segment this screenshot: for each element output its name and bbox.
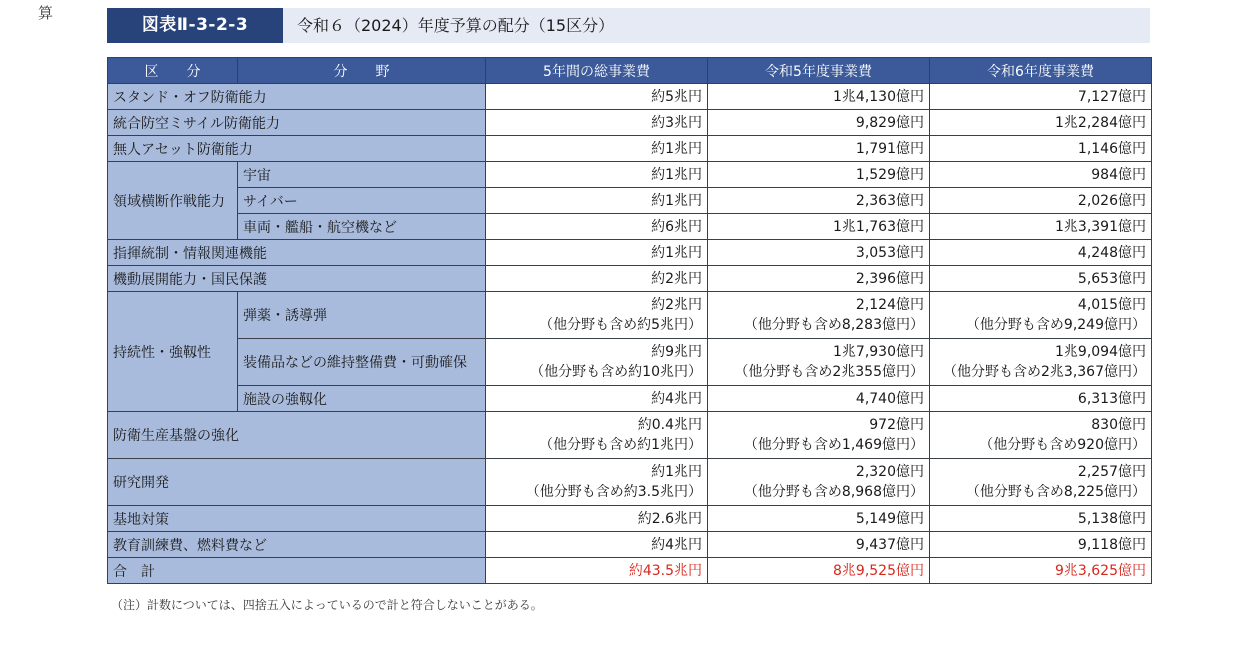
value-cell bbox=[486, 110, 708, 136]
table-row bbox=[108, 162, 1152, 188]
figure-number-badge: 図表Ⅱ-3-2-3 bbox=[107, 8, 283, 43]
value-amount: 5,653億円 bbox=[1077, 270, 1146, 287]
value-amount: 4,740億円 bbox=[855, 390, 924, 407]
value-cell bbox=[930, 84, 1152, 110]
value-amount: 1兆7,930億円 bbox=[833, 344, 924, 360]
value-amount: 約2兆円 bbox=[651, 270, 702, 287]
value-cell bbox=[486, 558, 708, 584]
table-row bbox=[108, 84, 1152, 110]
category-cell: 無人アセット防衛能力 bbox=[108, 136, 486, 162]
value-note: （他分野も含め2兆355億円） bbox=[734, 364, 924, 380]
value-cell bbox=[708, 459, 930, 506]
value-cell bbox=[708, 506, 930, 532]
figure-title-bar bbox=[107, 8, 1150, 43]
value-amount: 4,015億円 bbox=[1077, 297, 1146, 313]
value-cell bbox=[930, 292, 1152, 339]
category-cell: 教育訓練費、燃料費など bbox=[108, 532, 486, 558]
value-cell bbox=[486, 162, 708, 188]
side-label: 算 bbox=[38, 4, 54, 22]
value-cell bbox=[486, 506, 708, 532]
value-cell bbox=[708, 266, 930, 292]
table-row bbox=[108, 110, 1152, 136]
value-note: （他分野も含め2兆3,367億円） bbox=[943, 364, 1146, 380]
value-cell bbox=[708, 84, 930, 110]
subcategory-cell: 車両・艦船・航空機など bbox=[238, 214, 486, 240]
value-amount: 1兆2,284億円 bbox=[1055, 114, 1146, 131]
value-amount: 4,248億円 bbox=[1077, 244, 1146, 261]
category-cell: 統合防空ミサイル防衛能力 bbox=[108, 110, 486, 136]
value-cell bbox=[708, 214, 930, 240]
value-amount: 約6兆円 bbox=[651, 218, 702, 235]
value-cell bbox=[930, 532, 1152, 558]
value-note: （他分野も含め1,469億円） bbox=[743, 437, 924, 453]
value-amount: 約2兆円 bbox=[651, 297, 702, 313]
value-amount: 5,138億円 bbox=[1077, 510, 1146, 527]
value-amount: 1兆3,391億円 bbox=[1055, 218, 1146, 235]
category-cell: 研究開発 bbox=[108, 459, 486, 506]
value-note: （他分野も含め8,968億円） bbox=[743, 484, 924, 500]
value-amount: 2,026億円 bbox=[1077, 192, 1146, 209]
subcategory-cell: サイバー bbox=[238, 188, 486, 214]
value-cell bbox=[708, 110, 930, 136]
value-amount: 2,124億円 bbox=[855, 297, 924, 313]
table-row bbox=[108, 292, 1152, 339]
category-cell: 防衛生産基盤の強化 bbox=[108, 412, 486, 459]
table-row bbox=[108, 266, 1152, 292]
category-cell: スタンド・オフ防衛能力 bbox=[108, 84, 486, 110]
value-amount: 約43.5兆円 bbox=[628, 562, 702, 579]
subcategory-cell: 施設の強靱化 bbox=[238, 386, 486, 412]
value-amount: 2,396億円 bbox=[855, 270, 924, 287]
value-note: （他分野も含め8,225億円） bbox=[965, 484, 1146, 500]
value-cell bbox=[486, 266, 708, 292]
figure-title: 令和６（2024）年度予算の配分（15区分） bbox=[297, 16, 615, 35]
value-cell bbox=[708, 136, 930, 162]
value-cell bbox=[708, 532, 930, 558]
value-amount: 約1兆円 bbox=[651, 464, 702, 480]
value-cell bbox=[708, 386, 930, 412]
value-amount: 9,829億円 bbox=[855, 114, 924, 131]
value-cell bbox=[930, 459, 1152, 506]
value-cell bbox=[930, 558, 1152, 584]
value-amount: 約1兆円 bbox=[651, 244, 702, 261]
subcategory-cell: 弾薬・誘導弾 bbox=[238, 292, 486, 339]
value-amount: 2,320億円 bbox=[855, 464, 924, 480]
category-cell: 基地対策 bbox=[108, 506, 486, 532]
value-cell bbox=[708, 558, 930, 584]
header-5year-total: 5年間の総事業費 bbox=[486, 58, 708, 84]
category-cell: 指揮統制・情報関連機能 bbox=[108, 240, 486, 266]
value-note: （他分野も含め9,249億円） bbox=[965, 317, 1146, 333]
value-amount: 9兆3,625億円 bbox=[1055, 562, 1146, 579]
subcategory-cell: 装備品などの維持整備費・可動確保 bbox=[238, 339, 486, 386]
value-amount: 1,529億円 bbox=[855, 166, 924, 183]
total-row bbox=[108, 558, 1152, 584]
value-amount: 984億円 bbox=[1091, 166, 1146, 183]
table-row bbox=[108, 240, 1152, 266]
value-cell bbox=[708, 162, 930, 188]
table-row bbox=[108, 532, 1152, 558]
value-note: （他分野も含め約10兆円） bbox=[530, 364, 702, 380]
value-amount: 1,146億円 bbox=[1077, 140, 1146, 157]
value-amount: 約1兆円 bbox=[651, 192, 702, 209]
value-cell bbox=[708, 339, 930, 386]
category-cell: 持続性・強靱性 bbox=[108, 292, 238, 412]
table-row bbox=[108, 412, 1152, 459]
value-cell bbox=[486, 386, 708, 412]
footnote: （注）計数については、四捨五入によっているので計と符合しないことがある。 bbox=[111, 598, 543, 612]
table-row bbox=[108, 188, 1152, 214]
header-field: 分 野 bbox=[238, 58, 486, 84]
table-row bbox=[108, 136, 1152, 162]
value-cell bbox=[486, 292, 708, 339]
total-label-cell: 合 計 bbox=[108, 558, 486, 584]
value-cell bbox=[708, 188, 930, 214]
value-cell bbox=[486, 412, 708, 459]
value-note: （他分野も含め920億円） bbox=[979, 437, 1146, 453]
value-amount: 約9兆円 bbox=[651, 344, 702, 360]
value-amount: 3,053億円 bbox=[855, 244, 924, 261]
category-cell: 機動展開能力・国民保護 bbox=[108, 266, 486, 292]
value-cell bbox=[930, 240, 1152, 266]
value-amount: 約1兆円 bbox=[651, 140, 702, 157]
value-amount: 1,791億円 bbox=[855, 140, 924, 157]
value-amount: 2,363億円 bbox=[855, 192, 924, 209]
value-amount: 830億円 bbox=[1091, 417, 1146, 433]
value-cell bbox=[486, 188, 708, 214]
value-amount: 約4兆円 bbox=[651, 536, 702, 553]
value-amount: 9,118億円 bbox=[1077, 536, 1146, 553]
budget-table bbox=[107, 57, 1152, 584]
value-note: （他分野も含め8,283億円） bbox=[743, 317, 924, 333]
table-row bbox=[108, 386, 1152, 412]
value-amount: 2,257億円 bbox=[1077, 464, 1146, 480]
value-cell bbox=[930, 214, 1152, 240]
header-category: 区 分 bbox=[108, 58, 238, 84]
value-amount: 約4兆円 bbox=[651, 390, 702, 407]
table-row bbox=[108, 339, 1152, 386]
value-amount: 5,149億円 bbox=[855, 510, 924, 527]
value-cell bbox=[486, 339, 708, 386]
subcategory-cell: 宇宙 bbox=[238, 162, 486, 188]
table-header-row bbox=[108, 58, 1152, 84]
table-row bbox=[108, 506, 1152, 532]
value-amount: 1兆4,130億円 bbox=[833, 88, 924, 105]
value-amount: 約5兆円 bbox=[651, 88, 702, 105]
table-row bbox=[108, 214, 1152, 240]
value-cell bbox=[930, 266, 1152, 292]
value-amount: 約1兆円 bbox=[651, 166, 702, 183]
value-amount: 972億円 bbox=[869, 417, 924, 433]
value-cell bbox=[486, 84, 708, 110]
value-amount: 7,127億円 bbox=[1077, 88, 1146, 105]
value-cell bbox=[930, 386, 1152, 412]
value-cell bbox=[930, 339, 1152, 386]
value-cell bbox=[708, 240, 930, 266]
value-cell bbox=[930, 188, 1152, 214]
value-cell bbox=[930, 110, 1152, 136]
value-amount: 約2.6兆円 bbox=[637, 510, 702, 527]
value-cell bbox=[930, 412, 1152, 459]
header-r6-budget: 令和6年度事業費 bbox=[930, 58, 1152, 84]
value-amount: 約3兆円 bbox=[651, 114, 702, 131]
value-cell bbox=[486, 532, 708, 558]
header-r5-budget: 令和5年度事業費 bbox=[708, 58, 930, 84]
value-cell bbox=[930, 162, 1152, 188]
value-cell bbox=[708, 412, 930, 459]
value-amount: 1兆9,094億円 bbox=[1055, 344, 1146, 360]
value-note: （他分野も含め約1兆円） bbox=[539, 437, 702, 453]
value-amount: 1兆1,763億円 bbox=[833, 218, 924, 235]
value-amount: 8兆9,525億円 bbox=[833, 562, 924, 579]
value-cell bbox=[708, 292, 930, 339]
value-cell bbox=[930, 136, 1152, 162]
value-cell bbox=[930, 506, 1152, 532]
value-amount: 約0.4兆円 bbox=[637, 417, 702, 433]
value-amount: 6,313億円 bbox=[1077, 390, 1146, 407]
value-note: （他分野も含め約3.5兆円） bbox=[525, 484, 702, 500]
value-cell bbox=[486, 136, 708, 162]
table-row bbox=[108, 459, 1152, 506]
value-amount: 9,437億円 bbox=[855, 536, 924, 553]
value-cell bbox=[486, 214, 708, 240]
category-cell: 領域横断作戦能力 bbox=[108, 162, 238, 240]
value-cell bbox=[486, 240, 708, 266]
value-note: （他分野も含め約5兆円） bbox=[539, 317, 702, 333]
value-cell bbox=[486, 459, 708, 506]
